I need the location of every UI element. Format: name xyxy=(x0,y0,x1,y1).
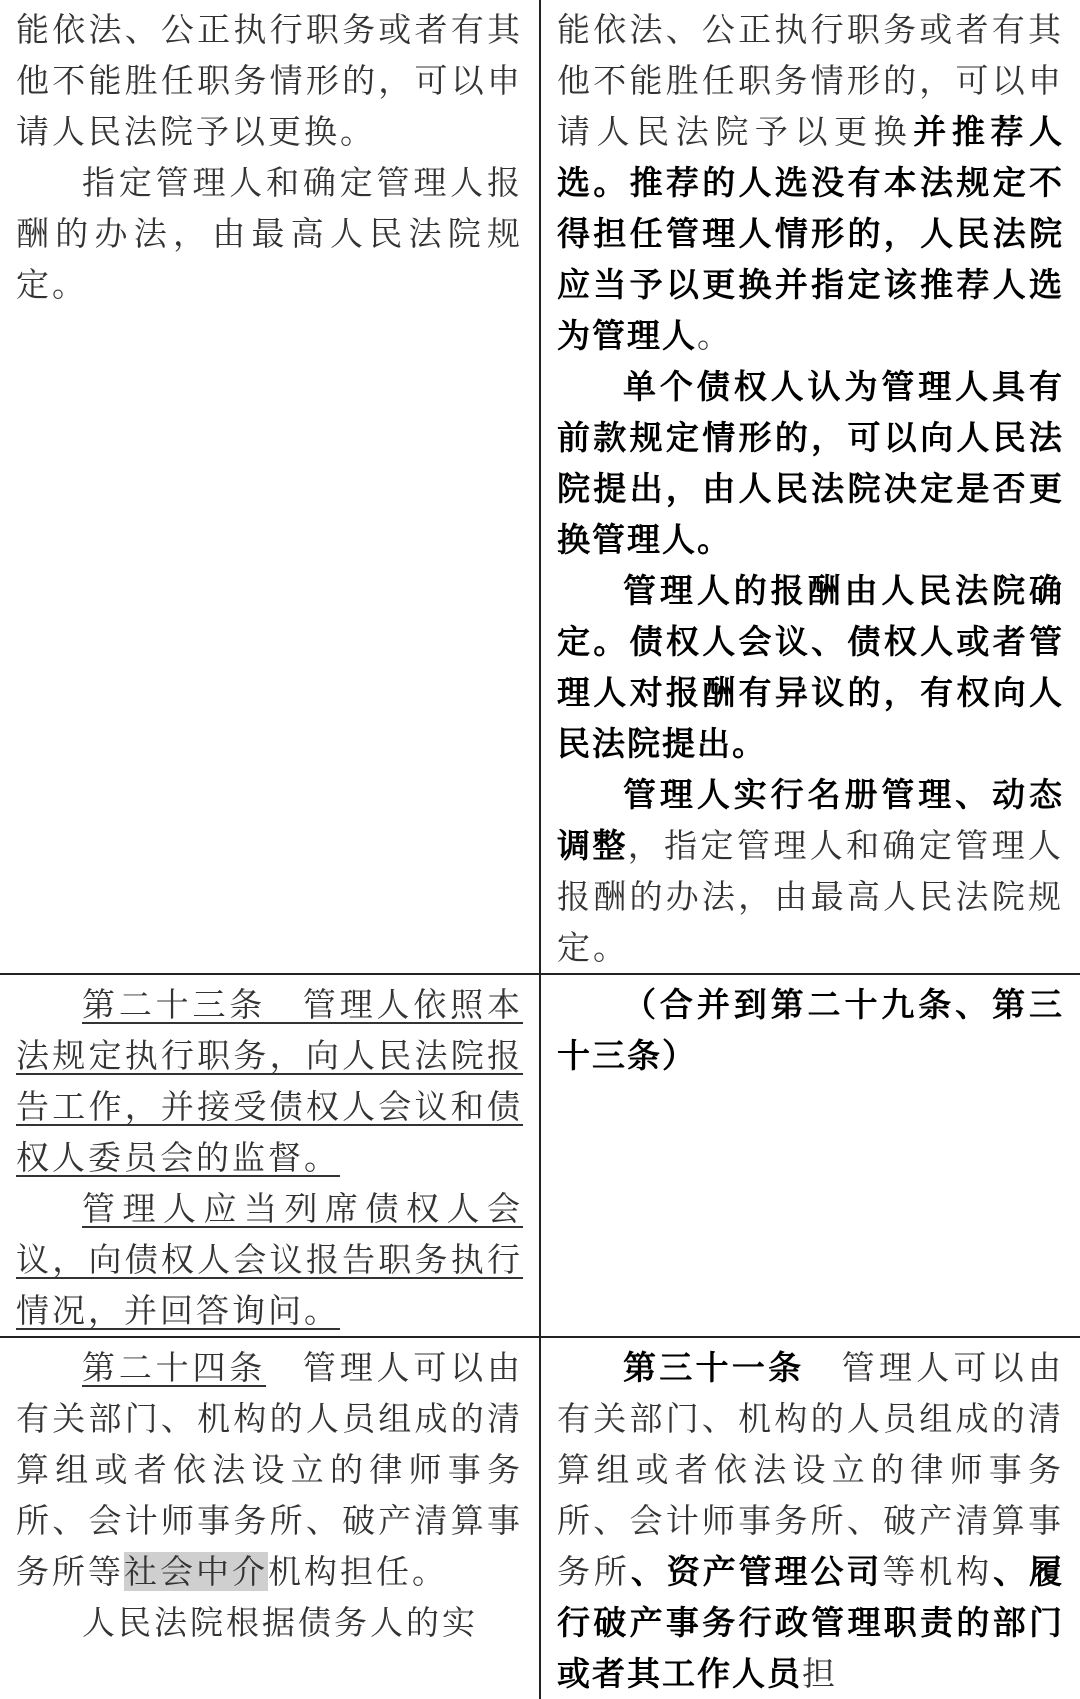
article-number: 第三十一条 xyxy=(623,1348,805,1387)
article-text: 管理人可以由有关部门、机构的人员组成的清算组或者依法设立的律师事务所、会计师事务所、破产清算事务所 xyxy=(557,1348,1065,1591)
new-text-cell xyxy=(540,0,1080,974)
old-text-cell xyxy=(0,974,540,1337)
added-paragraph: 管理人的报酬由人民法院确定。债权人会议、债权人或者管理人对报酬有异议的，有权向人民法院提出。 xyxy=(557,571,1064,763)
old-text-cell xyxy=(0,1337,540,1699)
paragraph xyxy=(16,1183,523,1336)
merge-note: （合并到第二十九条、第三十三条） xyxy=(557,985,1064,1075)
article-text: 担 xyxy=(802,1654,838,1693)
article-text: 机构担任。 xyxy=(268,1552,448,1591)
deleted-text: 管理人应当列席债权人会议，向债权人会议报告职务执行情况，并回答询问。 xyxy=(16,1189,523,1330)
article-text: 等机构 xyxy=(882,1552,994,1591)
paragraph xyxy=(16,979,523,1183)
table-row xyxy=(0,1337,1080,1699)
old-text-cell xyxy=(0,0,540,974)
paragraph xyxy=(557,4,1064,361)
unchanged-text: ，指定管理人和确定管理人报酬的办法，由最高人民法院规定。 xyxy=(557,826,1065,967)
new-text-cell xyxy=(540,974,1080,1337)
deleted-text: 第二十三条 管理人依照本法规定执行职务，向人民法院报告工作，并接受债权人会议和债权人委员会的监督。 xyxy=(16,985,523,1177)
paragraph: 能依法、公正执行职务或者有其他不能胜任职务情形的，可以申请人民法院予以更换。 xyxy=(16,10,523,151)
paragraph: 指定管理人和确定管理人报酬的办法，由最高人民法院规定。 xyxy=(16,163,523,304)
paragraph xyxy=(16,1342,523,1597)
added-text: 、资产管理公司 xyxy=(630,1552,883,1591)
paragraph xyxy=(557,769,1064,973)
table-row xyxy=(0,974,1080,1337)
added-text: 、履行破产事务行政管理职责的部门或者其工作人员 xyxy=(557,1552,1065,1693)
added-text: 管理人实行名册管理、动态调整 xyxy=(557,775,1064,865)
added-paragraph: 单个债权人认为管理人具有前款规定情形的，可以向人民法院提出，由人民法院决定是否更换管理人。 xyxy=(557,367,1064,559)
paragraph xyxy=(557,1342,1064,1699)
unchanged-text: 。 xyxy=(697,316,733,355)
article-number: 第二十四条 xyxy=(82,1348,267,1387)
new-text-cell xyxy=(540,1337,1080,1699)
article-text: 管理人可以由有关部门、机构的人员组成的清算组或者依法设立的律师事务所、会计师事务所、破产清算事务所等 xyxy=(16,1348,524,1591)
paragraph: 人民法院根据债务人的实 xyxy=(82,1603,478,1642)
added-text: 并推荐人选。推荐的人选没有本法规定不得担任管理人情形的，人民法院应当予以更换并指定该推荐人选为管理人 xyxy=(557,112,1065,355)
highlighted-text: 社会中介 xyxy=(124,1552,268,1591)
unchanged-text: 能依法、公正执行职务或者有其他不能胜任职务情形的，可以申请人民法院予以更换 xyxy=(557,10,1064,151)
